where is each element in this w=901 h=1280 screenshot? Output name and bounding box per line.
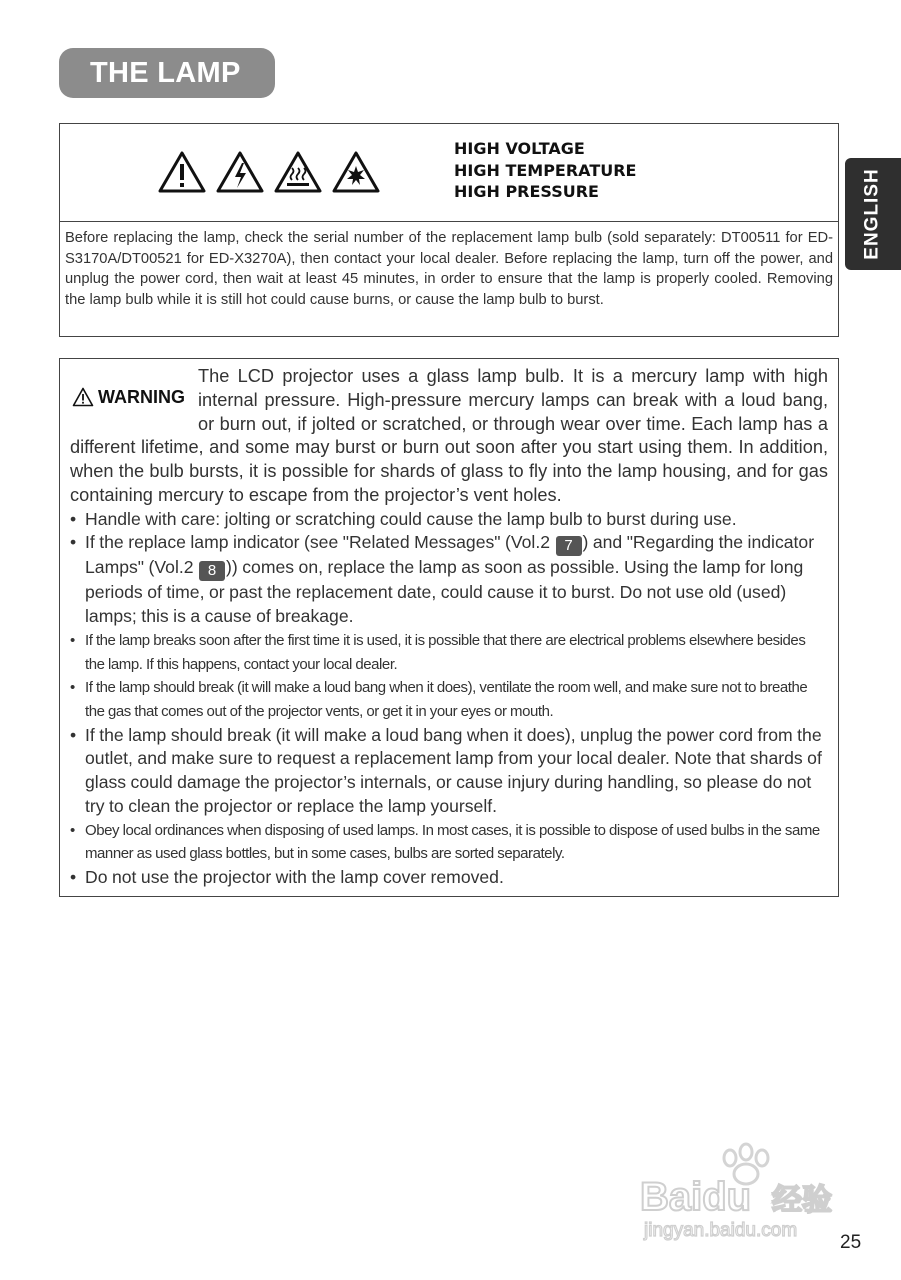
warning-triangle-icon xyxy=(72,387,94,407)
hazard-instructions: Before replacing the lamp, check the serial number of the replacement lamp bulb (sold separately: DT00511 for ED-S3170A/DT00521 for ED-X3270A), then contact your local dealer. Before replacing the lamp, turn off the power, and unplug the power cord, then wait at least 45 minutes, in order to ensure that the lamp is properly cooled. Removing the lamp bulb while it is still hot could cause burns, or cause the lamp bulb to burst. xyxy=(65,230,833,308)
hot-surface-icon xyxy=(274,150,322,194)
hazard-label-pressure: HIGH PRESSURE xyxy=(454,182,599,201)
list-item: • Obey local ordinances when disposing of used lamps. In most cases, it is possible to dispose of used bulbs in the same manner as used glass bottles, but in some cases, bulbs are sorted separately. xyxy=(70,819,828,866)
watermark-url: jingyan.baidu.com xyxy=(644,1220,798,1241)
hazard-box xyxy=(59,123,839,337)
warning-label xyxy=(70,373,198,421)
list-item xyxy=(70,531,828,628)
list-item: • If the lamp should break (it will make a loud bang when it does), ventilate the room well, and make sure not to breathe the gas that comes out of the projector vents, or get it in your eyes or mouth. xyxy=(70,676,828,723)
hazard-label-voltage: HIGH VOLTAGE xyxy=(454,139,585,158)
electric-shock-icon xyxy=(216,150,264,194)
bullet-text: ) and "Regarding the indicator Lamps" (Vol.2 xyxy=(85,532,815,578)
hazard-label-temperature: HIGH TEMPERATURE xyxy=(454,160,637,180)
section-title: THE LAMP xyxy=(59,48,275,98)
page-number: 25 xyxy=(840,1232,862,1253)
watermark-cn: 经验 xyxy=(772,1183,832,1218)
list-item: • If the lamp breaks soon after the first time it is used, it is possible that there are electrical problems elsewhere besides the lamp. If this happens, contact your local dealer. xyxy=(70,629,828,676)
hazard-labels xyxy=(454,138,636,203)
bullet-text: )) comes on, replace the lamp as soon as possible. Using the lamp for long periods of time, or past the replacement date, could cause it to burst. Do not use old (used) lamps; this is a cause of breakage. xyxy=(85,557,804,627)
hazard-header xyxy=(60,124,838,222)
page-ref-icon: 8 xyxy=(199,561,225,581)
warning-intro: The LCD projector uses a glass lamp bulb. It is a mercury lamp with high internal pressure. High-pressure mercury lamps can break with a loud bang, or burn out, if jolted or scratched, or through wear over time. Each lamp has a different lifetime, and some may burst or burn out soon after you start using them. In addition, when the bulb bursts, it is possible for shards of glass to fly into the lamp housing, and for gas containing mercury to escape from the projector’s vent holes. xyxy=(70,366,828,505)
warning-box xyxy=(59,358,839,897)
warning-bullet-list xyxy=(70,508,828,890)
page-ref-icon: 7 xyxy=(556,536,582,556)
baidu-watermark xyxy=(632,1140,862,1250)
list-item: • Do not use the projector with the lamp cover removed. xyxy=(70,866,828,890)
warning-label-text: WARNING xyxy=(98,386,185,407)
explosion-icon xyxy=(332,150,380,194)
list-item: • If the lamp should break (it will make a loud bang when it does), unplug the power cord from the outlet, and make sure to request a replacement lamp from your local dealer. Note that shards of glass could damage the projector’s internals, or cause injury during handling, so please do not try to clean the projector or replace the lamp yourself. xyxy=(70,724,828,819)
language-tab-label: ENGLISH xyxy=(862,168,884,260)
bullet-text: If the replace lamp indicator (see "Related Messages" (Vol.2 xyxy=(85,532,555,553)
list-item: • Handle with care: jolting or scratching could cause the lamp bulb to burst during use. xyxy=(70,508,828,532)
language-tab xyxy=(845,158,901,270)
caution-triangle-icon xyxy=(158,150,206,194)
hazard-icons xyxy=(158,150,380,194)
watermark-brand: Baidu xyxy=(640,1175,752,1219)
